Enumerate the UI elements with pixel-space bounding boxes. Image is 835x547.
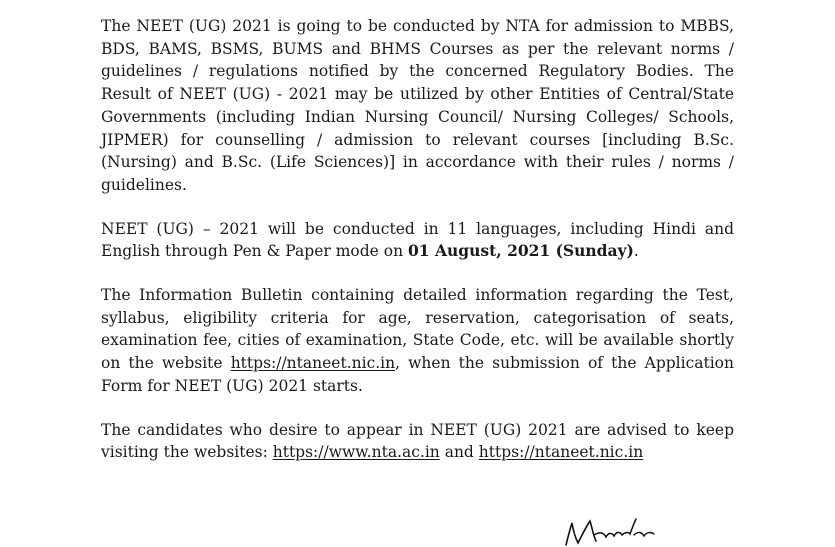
paragraph-information-bulletin (101, 284, 734, 398)
paragraph-4-text-before: The candidates who desire to appear in NEET (UG) 2021 are advised to keep visiting the websites: (101, 420, 734, 462)
nta-website-link[interactable]: https://www.nta.ac.in (272, 443, 440, 462)
exam-date: 01 August, 2021 (Sunday) (408, 241, 634, 261)
paragraph-3-text-after: , when the submission of the Application Form for NEET (UG) 2021 starts. (101, 354, 734, 395)
paragraph-neet-overview (101, 15, 734, 197)
paragraph-exam-languages (101, 218, 734, 263)
ntaneet-link[interactable]: https://ntaneet.nic.in (230, 354, 396, 373)
paragraph-advisory (101, 419, 734, 464)
paragraph-1-text: The NEET (UG) 2021 is going to be conducted by NTA for admission to MBBS, BDS, BAMS, BSMS, BUMS and BHMS Courses as per the relevant norms / guidelines / regulations notified by the concerned Regulatory Bodies. The Result of NEET (UG) - 2021 may be utilized by other Entities of Central/State Governments (including Indian Nursing Council/ Nursing Colleges/ Schools, JIPMER) for counselling / admission to relevant courses [including B.Sc. (Nursing) and B.Sc. (Life Sciences)] in accordance with their rules / norms / guidelines. (101, 17, 734, 194)
paragraph-2-text-after: . (633, 242, 639, 261)
paragraph-2-text-before: NEET (UG) – 2021 will be conducted in 11 languages, including Hindi and English through Pen & Paper mode on (101, 219, 734, 261)
paragraph-3-text-before: The Information Bulletin containing detailed information regarding the Test, syllabus, eligibility criteria for age, reservation, categorisation of seats, examination fee, cities of examination, State Code, etc. will be available shortly on the website (101, 286, 734, 373)
ntaneet-website-link[interactable]: https://ntaneet.nic.in (478, 443, 644, 462)
handwritten-signature-icon (560, 515, 680, 547)
paragraph-4-text-middle: and (439, 443, 479, 462)
document-body (101, 15, 734, 464)
